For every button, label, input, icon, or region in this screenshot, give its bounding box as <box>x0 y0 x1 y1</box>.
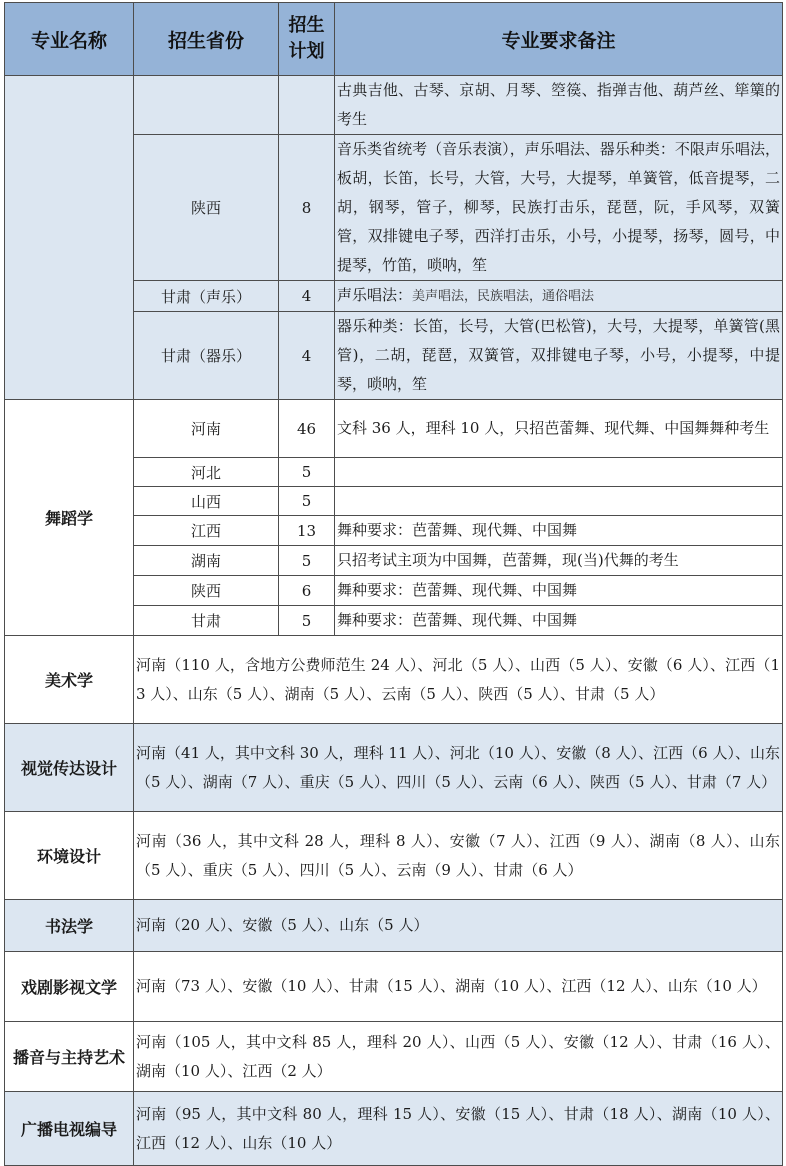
province-cell: 陕西 <box>134 576 279 606</box>
province-cell: 陕西 <box>134 135 279 281</box>
major-cell: 环境设计 <box>5 812 134 900</box>
table-row <box>5 724 783 812</box>
province-cell: 湖南 <box>134 546 279 576</box>
province-cell: 甘肃 <box>134 606 279 636</box>
note-cell: 只招考试主项为中国舞，芭蕾舞，现(当)代舞的考生 <box>335 546 783 576</box>
count-cell: 5 <box>279 458 335 487</box>
enrollment-plan-table <box>4 2 783 1166</box>
detail-cell: 河南（105 人，其中文科 85 人，理科 20 人）、山西（5 人）、安徽（12 人）、甘肃（16 人）、湖南（10 人）、江西（2 人） <box>134 1022 783 1092</box>
detail-cell: 河南（41 人，其中文科 30 人，理科 11 人）、河北（10 人）、安徽（8 人）、江西（6 人）、山东（5 人）、湖南（7 人）、重庆（5 人）、四川（5 人）、云南（6 人）、陕西（5 人）、甘肃（7 人） <box>134 724 783 812</box>
count-cell: 5 <box>279 487 335 516</box>
table-row <box>5 900 783 952</box>
table-header-row <box>5 3 783 76</box>
province-cell: 河南 <box>134 400 279 458</box>
province-cell: 河北 <box>134 458 279 487</box>
note-cell <box>335 458 783 487</box>
count-cell: 46 <box>279 400 335 458</box>
note-prefix: 声乐唱法： <box>337 286 413 304</box>
major-cell: 美术学 <box>5 636 134 724</box>
header-province: 招生省份 <box>134 3 279 76</box>
count-cell: 8 <box>279 135 335 281</box>
count-cell: 6 <box>279 576 335 606</box>
table-row <box>5 1092 783 1166</box>
major-cell-dance: 舞蹈学 <box>5 400 134 636</box>
province-cell: 江西 <box>134 516 279 546</box>
major-cell: 广播电视编导 <box>5 1092 134 1166</box>
count-cell: 4 <box>279 312 335 400</box>
detail-cell: 河南（36 人，其中文科 28 人，理科 8 人）、安徽（7 人）、江西（9 人）、湖南（8 人）、山东（5 人）、重庆（5 人）、四川（5 人）、云南（9 人）、甘肃（6 人） <box>134 812 783 900</box>
note-cell: 器乐种类：长笛，长号，大管(巴松管)，大号，大提琴，单簧管(黑管)，二胡，琵琶，双簧管，双排键电子琴，小号，小提琴，中提琴，唢呐，笙 <box>335 312 783 400</box>
note-cell: 文科 36 人，理科 10 人，只招芭蕾舞、现代舞、中国舞舞种考生 <box>335 400 783 458</box>
note-cell <box>335 487 783 516</box>
table-row <box>5 1022 783 1092</box>
table-row <box>5 812 783 900</box>
major-cell: 视觉传达设计 <box>5 724 134 812</box>
detail-cell: 河南（73 人）、安徽（10 人）、甘肃（15 人）、湖南（10 人）、江西（12 人）、山东（10 人） <box>134 952 783 1022</box>
note-cell: 舞种要求：芭蕾舞、现代舞、中国舞 <box>335 606 783 636</box>
detail-cell: 河南（95 人，其中文科 80 人，理科 15 人）、安徽（15 人）、甘肃（18 人）、湖南（10 人）、江西（12 人）、山东（10 人） <box>134 1092 783 1166</box>
major-cell: 戏剧影视文学 <box>5 952 134 1022</box>
detail-cell: 河南（110 人，含地方公费师范生 24 人）、河北（5 人）、山西（5 人）、安徽（6 人）、江西（13 人）、山东（5 人）、湖南（5 人）、云南（5 人）、陕西（5 人）、甘肃（5 人） <box>134 636 783 724</box>
note-detail: 美声唱法，民族唱法，通俗唱法 <box>412 289 595 304</box>
count-cell: 5 <box>279 546 335 576</box>
note-cell: 古典吉他、古琴、京胡、月琴、箜篌、指弹吉他、葫芦丝、筚篥的考生 <box>335 76 783 135</box>
detail-cell: 河南（20 人）、安徽（5 人）、山东（5 人） <box>134 900 783 952</box>
major-cell: 播音与主持艺术 <box>5 1022 134 1092</box>
note-cell: 音乐类省统考（音乐表演），声乐唱法、器乐种类：不限声乐唱法，板胡，长笛，长号，大管，大号，大提琴，单簧管，低音提琴，二胡，钢琴，管子，柳琴，民族打击乐，琵琶，阮，手风琴，双簧管，双排键电子琴，西洋打击乐，小号，小提琴，扬琴，圆号，中提琴，竹笛，唢呐，笙 <box>335 135 783 281</box>
table-row <box>5 636 783 724</box>
table-row <box>5 952 783 1022</box>
major-cell-music <box>5 76 134 400</box>
province-cell <box>134 76 279 135</box>
count-cell: 4 <box>279 281 335 312</box>
table-row <box>5 76 783 135</box>
table-row <box>5 400 783 458</box>
province-cell: 山西 <box>134 487 279 516</box>
note-cell: 舞种要求：芭蕾舞、现代舞、中国舞 <box>335 576 783 606</box>
province-cell: 甘肃（器乐） <box>134 312 279 400</box>
header-major: 专业名称 <box>5 3 134 76</box>
note-cell <box>335 281 783 312</box>
header-plan: 招生 计划 <box>279 3 335 76</box>
count-cell: 13 <box>279 516 335 546</box>
note-cell: 舞种要求：芭蕾舞、现代舞、中国舞 <box>335 516 783 546</box>
count-cell <box>279 76 335 135</box>
major-cell: 书法学 <box>5 900 134 952</box>
province-cell: 甘肃（声乐） <box>134 281 279 312</box>
count-cell: 5 <box>279 606 335 636</box>
header-remarks: 专业要求备注 <box>335 3 783 76</box>
